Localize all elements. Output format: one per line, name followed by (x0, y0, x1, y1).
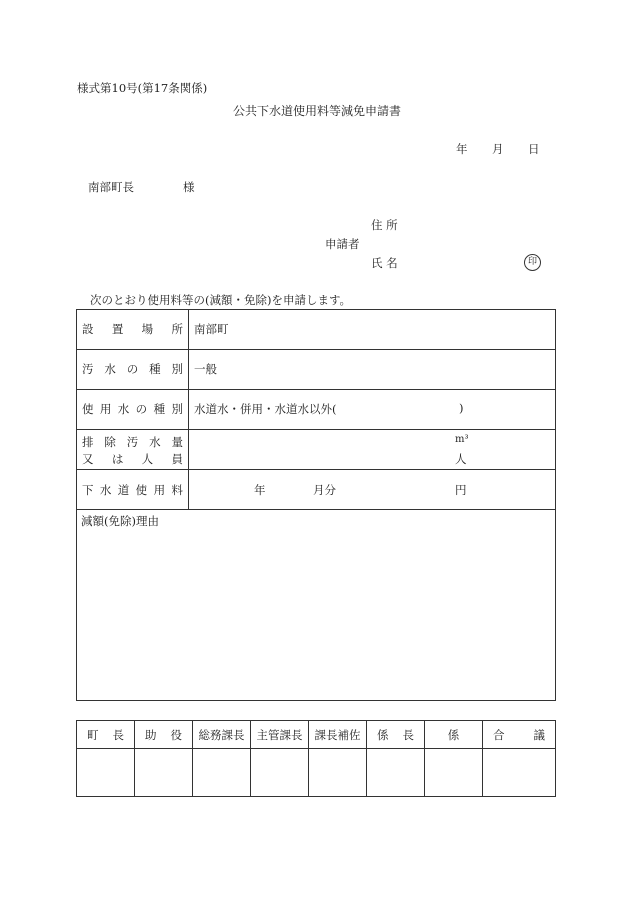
date-year-label: 年 (456, 142, 468, 156)
fee-yen-label: 円 (455, 483, 467, 497)
approval-header-consultation: 合 議 (483, 721, 556, 749)
approval-header-managing-chief: 主管課長 (251, 721, 309, 749)
date-month-label: 月 (492, 142, 504, 156)
approval-table (76, 720, 556, 797)
seal-mark: 印 (524, 254, 541, 271)
sewage-type-value[interactable]: 一般 (194, 362, 217, 376)
addressee-honorific: 様 (183, 180, 195, 194)
approval-header-assistant-chief: 課長補佐 (309, 721, 367, 749)
address-label: 住 所 (371, 218, 398, 232)
page-title: 公共下水道使用料等減免申請書 (233, 104, 402, 118)
water-type-close: ) (459, 401, 464, 415)
approval-stamp-cell[interactable] (77, 749, 135, 797)
volume-unit-person: 人 (455, 452, 467, 466)
fee-month-label: 月分 (313, 483, 336, 497)
reason-field[interactable] (78, 530, 552, 696)
approval-stamp-cell[interactable] (483, 749, 556, 797)
volume-label-2: 又 は 人 員 (82, 452, 183, 466)
fee-year-label: 年 (254, 483, 266, 497)
approval-stamp-cell[interactable] (135, 749, 193, 797)
addressee-name: 南部町長 (88, 180, 134, 194)
fee-label: 下 水 道 使 用 料 (82, 483, 183, 497)
water-type-value[interactable]: 水道水・併用・水道水以外( (194, 402, 337, 416)
approval-stamp-cell[interactable] (251, 749, 309, 797)
approval-header-staff: 係 (425, 721, 483, 749)
approval-header-mayor: 町 長 (77, 721, 135, 749)
approval-stamp-cell[interactable] (367, 749, 425, 797)
sewage-type-label: 汚 水 の 種 別 (82, 362, 183, 376)
form-number: 様式第10号(第17条関係) (77, 81, 208, 95)
volume-label-1: 排 除 汚 水 量 (82, 435, 183, 449)
approval-header-section-chief: 係 長 (367, 721, 425, 749)
intro-text: 次のとおり使用料等の(減額・免除)を申請します。 (90, 293, 352, 307)
approval-header-deputy: 助 役 (135, 721, 193, 749)
location-label: 設 置 場 所 (82, 322, 183, 336)
approval-stamp-cell[interactable] (425, 749, 483, 797)
applicant-label: 申請者 (325, 237, 360, 251)
approval-stamp-cell[interactable] (309, 749, 367, 797)
reason-label: 減額(免除)理由 (81, 514, 159, 528)
volume-unit-m3: m³ (455, 434, 469, 445)
date-day-label: 日 (528, 142, 540, 156)
approval-header-general-affairs: 総務課長 (193, 721, 251, 749)
location-value[interactable]: 南部町 (194, 322, 229, 336)
name-label: 氏 名 (371, 256, 398, 270)
approval-stamp-cell[interactable] (193, 749, 251, 797)
water-type-label: 使 用 水 の 種 別 (82, 402, 183, 416)
